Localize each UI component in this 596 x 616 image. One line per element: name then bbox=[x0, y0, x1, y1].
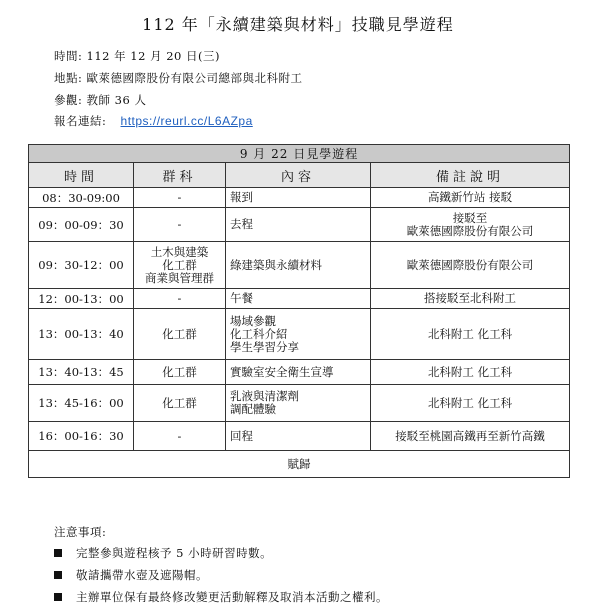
cell-note-line: 高鐵新竹站 接駁 bbox=[427, 190, 513, 204]
cell-group bbox=[134, 188, 226, 208]
cell-note-line: 北科附工 化工科 bbox=[427, 326, 513, 341]
note-item: 主辦單位保有最終修改變更活動解釋及取消本活動之權利。 bbox=[54, 589, 388, 605]
cell-content-line: 午餐 bbox=[230, 291, 253, 305]
cell-note-line: 接駁至 bbox=[452, 210, 488, 225]
cell-time: 13：00-13：40 bbox=[29, 309, 134, 360]
cell-group-line: 化工群 bbox=[162, 364, 197, 379]
cell-group-line: 化工群 bbox=[162, 326, 197, 341]
schedule-table bbox=[28, 144, 570, 478]
cell-content bbox=[226, 208, 371, 242]
cell-time: 13：40-13：45 bbox=[29, 360, 134, 385]
signup-label: 報名連結: bbox=[54, 114, 107, 128]
note-item: 完整參與遊程核予 5 小時研習時數。 bbox=[54, 545, 272, 561]
cell-note bbox=[371, 242, 570, 289]
cell-content bbox=[226, 242, 371, 289]
cell-group-line: - bbox=[177, 190, 182, 204]
cell-note-line: 搭接駁至北科附工 bbox=[424, 291, 517, 305]
cell-note bbox=[371, 385, 570, 422]
cell-group-line: 化工群 bbox=[162, 257, 197, 272]
bullet-square-icon bbox=[54, 571, 62, 579]
cell-time: 16：00-16：30 bbox=[29, 422, 134, 451]
page-title: 112 年「永續建築與材料」技職見學遊程 bbox=[142, 15, 454, 34]
cell-note-line: 北科附工 化工科 bbox=[427, 364, 513, 379]
cell-note-line: 北科附工 化工科 bbox=[427, 395, 513, 410]
signup-row bbox=[54, 113, 253, 129]
cell-content bbox=[226, 385, 371, 422]
table-caption: 9 月 22 日見學遊程 bbox=[29, 145, 570, 163]
cell-time: 09：00-09：30 bbox=[29, 208, 134, 242]
cell-content-line: 乳液與清潔劑 bbox=[230, 389, 299, 403]
cell-group-line: 土木與建築 bbox=[150, 244, 209, 259]
table-row bbox=[29, 360, 570, 385]
cell-note-line: 接駁至桃園高鐵再至新竹高鐵 bbox=[395, 428, 545, 443]
cell-group bbox=[134, 360, 226, 385]
signup-link[interactable]: https://reurl.cc/L6AZpa bbox=[120, 114, 253, 128]
cell-note bbox=[371, 188, 570, 208]
header-time: 時間 bbox=[29, 163, 134, 188]
cell-content bbox=[226, 422, 371, 451]
cell-content-line: 實驗室安全衛生宣導 bbox=[230, 364, 334, 379]
event-place: 地點: 歐萊德國際股份有限公司總部與北科附工 bbox=[54, 71, 303, 85]
table-row bbox=[29, 242, 570, 289]
cell-note bbox=[371, 360, 570, 385]
cell-content-line: 學生學習分享 bbox=[230, 339, 299, 354]
cell-group bbox=[134, 385, 226, 422]
cell-content bbox=[226, 188, 371, 208]
cell-content-line: 化工科介紹 bbox=[230, 326, 288, 341]
header-group: 群科 bbox=[134, 163, 226, 188]
cell-time: 12：00-13：00 bbox=[29, 289, 134, 309]
cell-note bbox=[371, 422, 570, 451]
cell-group-line: - bbox=[177, 217, 182, 231]
cell-content-line: 去程 bbox=[230, 217, 253, 231]
table-footer: 賦歸 bbox=[29, 451, 570, 478]
event-time: 時間: 112 年 12 月 20 日(三) bbox=[54, 49, 220, 63]
event-visitors: 參觀: 教師 36 人 bbox=[54, 93, 147, 107]
cell-content-line: 回程 bbox=[230, 428, 253, 443]
cell-note-line: 歐萊德國際股份有限公司 bbox=[406, 223, 534, 238]
cell-content bbox=[226, 360, 371, 385]
header-note: 備註說明 bbox=[371, 163, 570, 188]
cell-note bbox=[371, 208, 570, 242]
cell-time: 09：30-12：00 bbox=[29, 242, 134, 289]
note-item: 敬請攜帶水壺及遮陽帽。 bbox=[54, 567, 208, 583]
cell-content-line: 場域參觀 bbox=[230, 313, 276, 328]
cell-content bbox=[226, 289, 371, 309]
cell-content bbox=[226, 309, 371, 360]
cell-group bbox=[134, 309, 226, 360]
table-row bbox=[29, 208, 570, 242]
cell-content-line: 調配體驗 bbox=[230, 402, 276, 416]
cell-group bbox=[134, 289, 226, 309]
notes-heading: 注意事項: bbox=[54, 525, 107, 539]
bullet-square-icon bbox=[54, 593, 62, 601]
cell-note bbox=[371, 289, 570, 309]
table-row bbox=[29, 188, 570, 208]
cell-note bbox=[371, 309, 570, 360]
cell-time: 13：45-16：00 bbox=[29, 385, 134, 422]
cell-group-line: 化工群 bbox=[162, 395, 197, 410]
cell-group-line: - bbox=[177, 428, 182, 443]
cell-time: 08：30-09:00 bbox=[29, 188, 134, 208]
cell-content-line: 報到 bbox=[230, 190, 253, 204]
cell-group-line: - bbox=[177, 291, 182, 305]
bullet-square-icon bbox=[54, 549, 62, 557]
cell-note-line: 歐萊德國際股份有限公司 bbox=[406, 257, 534, 272]
table-row bbox=[29, 309, 570, 360]
cell-group-line: 商業與管理群 bbox=[145, 270, 214, 285]
header-content: 內容 bbox=[226, 163, 371, 188]
cell-content-line: 綠建築與永續材料 bbox=[230, 257, 322, 272]
cell-group bbox=[134, 242, 226, 289]
table-row bbox=[29, 422, 570, 451]
cell-group bbox=[134, 208, 226, 242]
cell-group bbox=[134, 422, 226, 451]
table-row bbox=[29, 385, 570, 422]
table-row bbox=[29, 289, 570, 309]
